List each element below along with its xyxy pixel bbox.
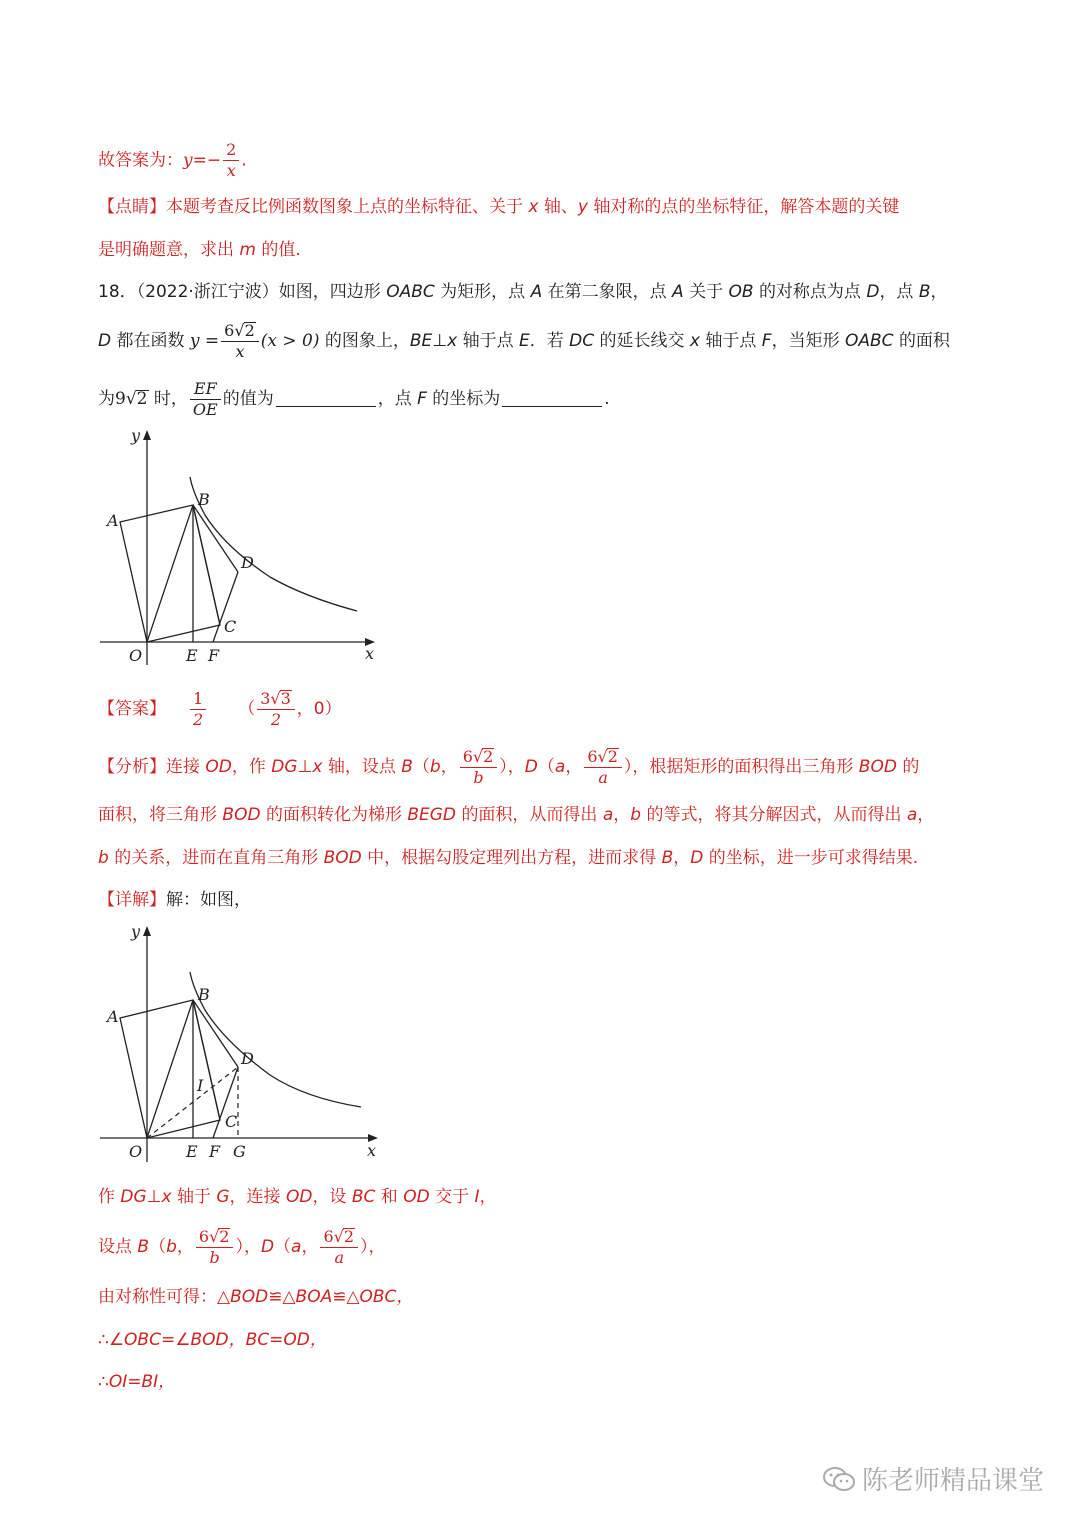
problem-func-cond: (x > 0): [260, 331, 320, 351]
fig2-label-O: O: [129, 1142, 143, 1161]
analysis-B-2: B: [661, 848, 674, 868]
problem-text-3e: 的坐标为: [432, 389, 501, 409]
fig1-label-x: x: [365, 644, 375, 663]
step-3-a: 由对称性可得：: [98, 1287, 217, 1307]
problem-text-3a: 为: [98, 389, 115, 409]
fig1-label-D: D: [241, 553, 254, 572]
fig1-OB: [147, 505, 193, 642]
analysis-text-3b: 中，根据勾股定理列出方程，进而求得: [367, 848, 657, 868]
problem-func-den: x: [235, 341, 245, 361]
problem-text-1d: 关于: [689, 282, 724, 302]
step-1-OD: OD: [285, 1187, 313, 1207]
answer-2-den: 2: [270, 709, 282, 729]
step-1-DG: DG: [120, 1187, 147, 1207]
analysis-b-2: b: [630, 805, 642, 825]
problem-D: D: [866, 282, 880, 302]
dianjing-text-1b: 轴、: [543, 197, 578, 217]
problem-text-1b: 为矩形，点: [440, 282, 526, 302]
problem-F-2: F: [417, 389, 427, 409]
step-2-a-var: a: [291, 1237, 302, 1257]
analysis-text-2b: 的面积转化为梯形: [265, 805, 402, 825]
problem-text-3c: 的值为: [222, 389, 274, 409]
answer-2-end: ，0）: [296, 699, 342, 719]
answer-label: 【答案】: [98, 699, 166, 719]
fig1-hyperbola: [190, 477, 357, 611]
analysis-DG: DG: [271, 757, 298, 777]
fig2-OB: [147, 1000, 193, 1138]
step-2-frac-a-den: a: [334, 1247, 345, 1267]
fig2-label-C: C: [225, 1112, 238, 1131]
analysis-b-3: b: [98, 848, 109, 868]
analysis-b: b: [429, 757, 441, 777]
step-1-e: 和: [380, 1187, 398, 1207]
problem-D-2: D: [98, 331, 112, 351]
problem-text-1f: ，点: [879, 282, 914, 302]
answer-2-coef: 3: [260, 688, 271, 708]
analysis-text-2d: ，: [613, 805, 631, 825]
problem-BE: BE: [409, 331, 433, 351]
problem-func-num: 6√2: [221, 321, 259, 342]
dianjing-text-1c: 轴对称的点的坐标特征，解答本题的关键: [593, 197, 900, 217]
analysis-text-1f: ），根据矩形的面积得出三角形: [623, 757, 854, 777]
step-2-b: b: [166, 1237, 177, 1257]
step-2-frac-a-rad: 2: [343, 1226, 355, 1246]
analysis-text-1e: ），: [499, 757, 525, 777]
analysis-lparen-2: （: [537, 757, 555, 777]
analysis-a-3: a: [906, 805, 918, 825]
analysis-text-1a: 连接: [166, 757, 200, 777]
problem-line-3: 为9√2 时， $\frac{EF}{OE}$ 的值为 ，点 F 的坐标为 .: [98, 378, 610, 419]
answer-2-rad: 3: [280, 688, 291, 708]
analysis-frac-a: [584, 747, 622, 788]
step-2-frac-a-coef: 6: [323, 1226, 334, 1246]
step-1-I: I: [474, 1187, 480, 1207]
step-2-lparen: （: [149, 1237, 167, 1257]
analysis-text-3d: 的坐标，进一步可求得结果.: [708, 848, 919, 868]
problem-B: B: [918, 282, 931, 302]
problem-text-2h: 的面积: [898, 331, 950, 351]
step-2-D: D: [260, 1237, 275, 1257]
analysis-frac-b-den: b: [473, 767, 484, 787]
fig1-label-O: O: [129, 646, 143, 665]
fig2-label-F: F: [209, 1142, 221, 1161]
analysis-label: 【分析】: [98, 757, 166, 777]
step-1-a: 作: [98, 1187, 115, 1207]
problem-func-rad: 2: [244, 320, 255, 340]
analysis-line-2: [98, 803, 934, 827]
prev-answer-den: x: [226, 161, 236, 180]
fig1-y-arrow: [143, 430, 151, 440]
dianjing-x: x: [528, 197, 539, 217]
answer-2-num: 3√3: [257, 689, 295, 710]
answer-blank-1[interactable]: [276, 406, 376, 407]
analysis-frac-b-coef: 6: [462, 746, 473, 766]
problem-x: x: [447, 331, 458, 351]
prev-answer-fraction: [223, 140, 239, 181]
analysis-comma-2: ，: [565, 757, 583, 777]
problem-DC: DC: [569, 331, 595, 351]
prev-answer-prefix: 故答案为：: [98, 150, 183, 171]
problem-text-2d: ．若: [529, 331, 564, 351]
watermark-text: 陈老师精品课堂: [861, 1466, 1044, 1496]
step-2-frac-a: [320, 1227, 358, 1268]
analysis-text-1b: ，作: [231, 757, 266, 777]
step-2-a: 设点: [98, 1237, 132, 1257]
problem-OABC-2: OABC: [844, 331, 894, 351]
problem-text-3b: 时，: [153, 389, 188, 409]
fig2-label-A: A: [107, 1007, 119, 1026]
analysis-a: a: [554, 757, 566, 777]
fig1-label-C: C: [224, 617, 237, 636]
answer-1-den: 2: [193, 709, 204, 729]
fig1-label-E: E: [186, 646, 198, 665]
step-line-1: [98, 1185, 497, 1209]
detail-label: 【详解】: [98, 890, 166, 910]
problem-x-2: x: [689, 331, 700, 351]
fig2-label-D: D: [241, 1049, 254, 1068]
analysis-OD: OD: [205, 757, 232, 777]
problem-func-y: y =: [189, 331, 220, 351]
step-1-f: 交于: [435, 1187, 470, 1207]
problem-text-2c: 轴于点: [462, 331, 514, 351]
problem-text-2a: 都在函数: [116, 331, 185, 351]
dianjing-label: 【点睛】: [98, 197, 166, 217]
analysis-text-2e: 的等式，将其分解因式，从而得出: [646, 805, 902, 825]
problem-E: E: [518, 331, 530, 351]
analysis-line-1: [98, 744, 919, 790]
analysis-BOD-2: BOD: [222, 805, 261, 825]
problem-text-2e: 的延长线交: [599, 331, 685, 351]
step-2-frac-b-coef: 6: [198, 1226, 210, 1246]
prev-answer-minus: −: [206, 150, 222, 171]
fig1-BC: [193, 505, 220, 625]
step-2-comma-2: ，: [301, 1237, 319, 1257]
step-2-d: ），: [360, 1237, 386, 1257]
analysis-frac-b-num: 6√2: [460, 747, 498, 768]
detail-text: 解：如图，: [166, 890, 251, 910]
answer-blank-2[interactable]: [502, 406, 602, 407]
problem-func-fraction: [221, 321, 259, 362]
analysis-B: B: [401, 757, 413, 777]
figure-2: [95, 920, 390, 1165]
figure-1: [95, 425, 385, 670]
problem-F: F: [761, 331, 772, 351]
analysis-perp: ⊥: [297, 757, 313, 777]
problem-A-2: A: [672, 282, 684, 302]
answer-1-fraction: [190, 689, 206, 730]
problem-text-3d: ，点: [377, 389, 412, 409]
problem-OB: OB: [728, 282, 754, 302]
fig1-label-B: B: [198, 490, 210, 509]
step-1-perp: ⊥: [146, 1187, 162, 1207]
fig2-BD: [193, 1000, 238, 1067]
fig1-label-A: A: [107, 511, 119, 530]
analysis-frac-a-coef: 6: [587, 746, 598, 766]
fig2-label-G: G: [233, 1142, 246, 1161]
answer-2-lparen: （: [238, 699, 256, 719]
prev-answer-line: [98, 140, 247, 181]
dianjing-text-2b: 的值.: [261, 240, 301, 260]
analysis-text-1g: 的: [902, 757, 920, 777]
step-1-G: G: [216, 1187, 230, 1207]
problem-line-2: [98, 318, 950, 364]
analysis-comma: ，: [440, 757, 458, 777]
analysis-text-3c: ，: [673, 848, 691, 868]
step-2-frac-b-num: 6√2: [196, 1227, 234, 1248]
watermark: [822, 1460, 1044, 1497]
analysis-a-2: a: [602, 805, 614, 825]
prev-answer-y: y=: [183, 150, 207, 171]
problem-text-2g: ，当矩形: [771, 331, 840, 351]
step-1-g: ，: [479, 1187, 497, 1207]
fig2-label-E: E: [186, 1142, 198, 1161]
answer-line: [98, 686, 342, 732]
analysis-frac-b-rad: 2: [483, 746, 494, 766]
problem-text-1: 18．（2022·浙江宁波）如图，四边形: [98, 282, 381, 302]
step-1-d: ，设: [312, 1187, 347, 1207]
step-line-3: [98, 1285, 413, 1309]
analysis-D: D: [524, 757, 538, 777]
step-2-frac-b-rad: 2: [219, 1226, 230, 1246]
analysis-text-2c: 的面积，从而得出: [461, 805, 598, 825]
problem-ratio-den: OE: [192, 399, 218, 419]
dianjing-line-1: [98, 195, 899, 219]
fig2-BC: [193, 1000, 220, 1120]
step-4-a: ∴∠OBC=∠BOD，BC=OD，: [98, 1330, 327, 1350]
step-2-frac-a-num: 6√2: [320, 1227, 358, 1248]
step-5-a: ∴OI=BI，: [98, 1372, 176, 1392]
step-2-c: ），: [235, 1237, 261, 1257]
problem-func-coef: 6: [224, 320, 235, 340]
problem-perp: ⊥: [432, 331, 448, 351]
step-line-2: [98, 1224, 386, 1270]
problem-text-1g: ，: [930, 282, 948, 302]
analysis-text-1d: （: [412, 757, 430, 777]
step-line-5: [98, 1370, 175, 1394]
problem-text-3end: .: [604, 389, 610, 409]
analysis-x: x: [312, 757, 323, 777]
analysis-text-2a: 面积，将三角形: [98, 805, 217, 825]
step-1-b: 轴于: [176, 1187, 211, 1207]
analysis-frac-a-den: a: [598, 767, 608, 787]
analysis-BOD: BOD: [858, 757, 897, 777]
analysis-BEGD: BEGD: [407, 805, 457, 825]
step-2-lparen-2: （: [274, 1237, 292, 1257]
analysis-BOD-3: BOD: [323, 848, 362, 868]
dianjing-line-2: [98, 238, 301, 262]
step-line-4: [98, 1328, 327, 1352]
fig2-label-I: I: [197, 1076, 204, 1095]
problem-text-2b: 的图象上，: [324, 331, 410, 351]
step-1-c: ，连接: [229, 1187, 281, 1207]
problem-A: A: [530, 282, 543, 302]
fig1-label-y: y: [131, 426, 141, 445]
dianjing-y: y: [577, 197, 588, 217]
dianjing-text-2a: 是明确题意，求出: [98, 240, 234, 260]
step-2-comma: ，: [176, 1237, 194, 1257]
answer-2-fraction: [257, 689, 295, 730]
fig1-BD: [193, 505, 238, 572]
problem-ratio-fraction: [190, 379, 221, 420]
fig2-y-arrow: [143, 926, 151, 936]
problem-text-1c: 在第二象限，点: [547, 282, 667, 302]
analysis-text-2f: ，: [917, 805, 935, 825]
analysis-frac-b: [460, 747, 498, 788]
prev-answer-end: .: [241, 150, 247, 171]
step-3-b: △BOD≌△BOA≌△OBC，: [217, 1287, 414, 1307]
step-2-B: B: [137, 1237, 150, 1257]
analysis-text-3a: 的关系，进而在直角三角形: [114, 848, 319, 868]
fig2-label-B: B: [198, 985, 210, 1004]
analysis-line-3: [98, 846, 918, 870]
wechat-icon: [822, 1465, 856, 1493]
step-1-x: x: [161, 1187, 172, 1207]
analysis-frac-a-num: 6√2: [584, 747, 622, 768]
detail-line: [98, 888, 251, 912]
step-1-BC: BC: [351, 1187, 376, 1207]
analysis-frac-a-rad: 2: [607, 746, 618, 766]
problem-area-coef: 9: [115, 389, 126, 409]
analysis-text-1c: 轴，设点: [327, 757, 396, 777]
fig2-label-x: x: [367, 1141, 377, 1160]
fig2-label-y: y: [131, 922, 141, 941]
step-2-frac-b-den: b: [209, 1247, 220, 1267]
problem-text-2f: 轴于点: [705, 331, 757, 351]
dianjing-m: m: [239, 240, 256, 260]
prev-answer-num: 2: [223, 140, 239, 161]
fig1-label-F: F: [208, 646, 220, 665]
problem-OABC: OABC: [386, 282, 435, 302]
problem-area-rad: 2: [136, 389, 148, 409]
problem-line-1: [98, 280, 948, 304]
analysis-D-2: D: [690, 848, 704, 868]
problem-text-1e: 的对称点为点: [758, 282, 861, 302]
dianjing-text-1a: 本题考查反比例函数图象上点的坐标特征、关于: [166, 197, 523, 217]
answer-1-num: 1: [190, 689, 206, 710]
step-2-frac-b: [196, 1227, 234, 1268]
problem-ratio-num: EF: [190, 379, 221, 400]
step-1-OD-2: OD: [403, 1187, 430, 1207]
fig2-hyperbola: [190, 972, 361, 1107]
